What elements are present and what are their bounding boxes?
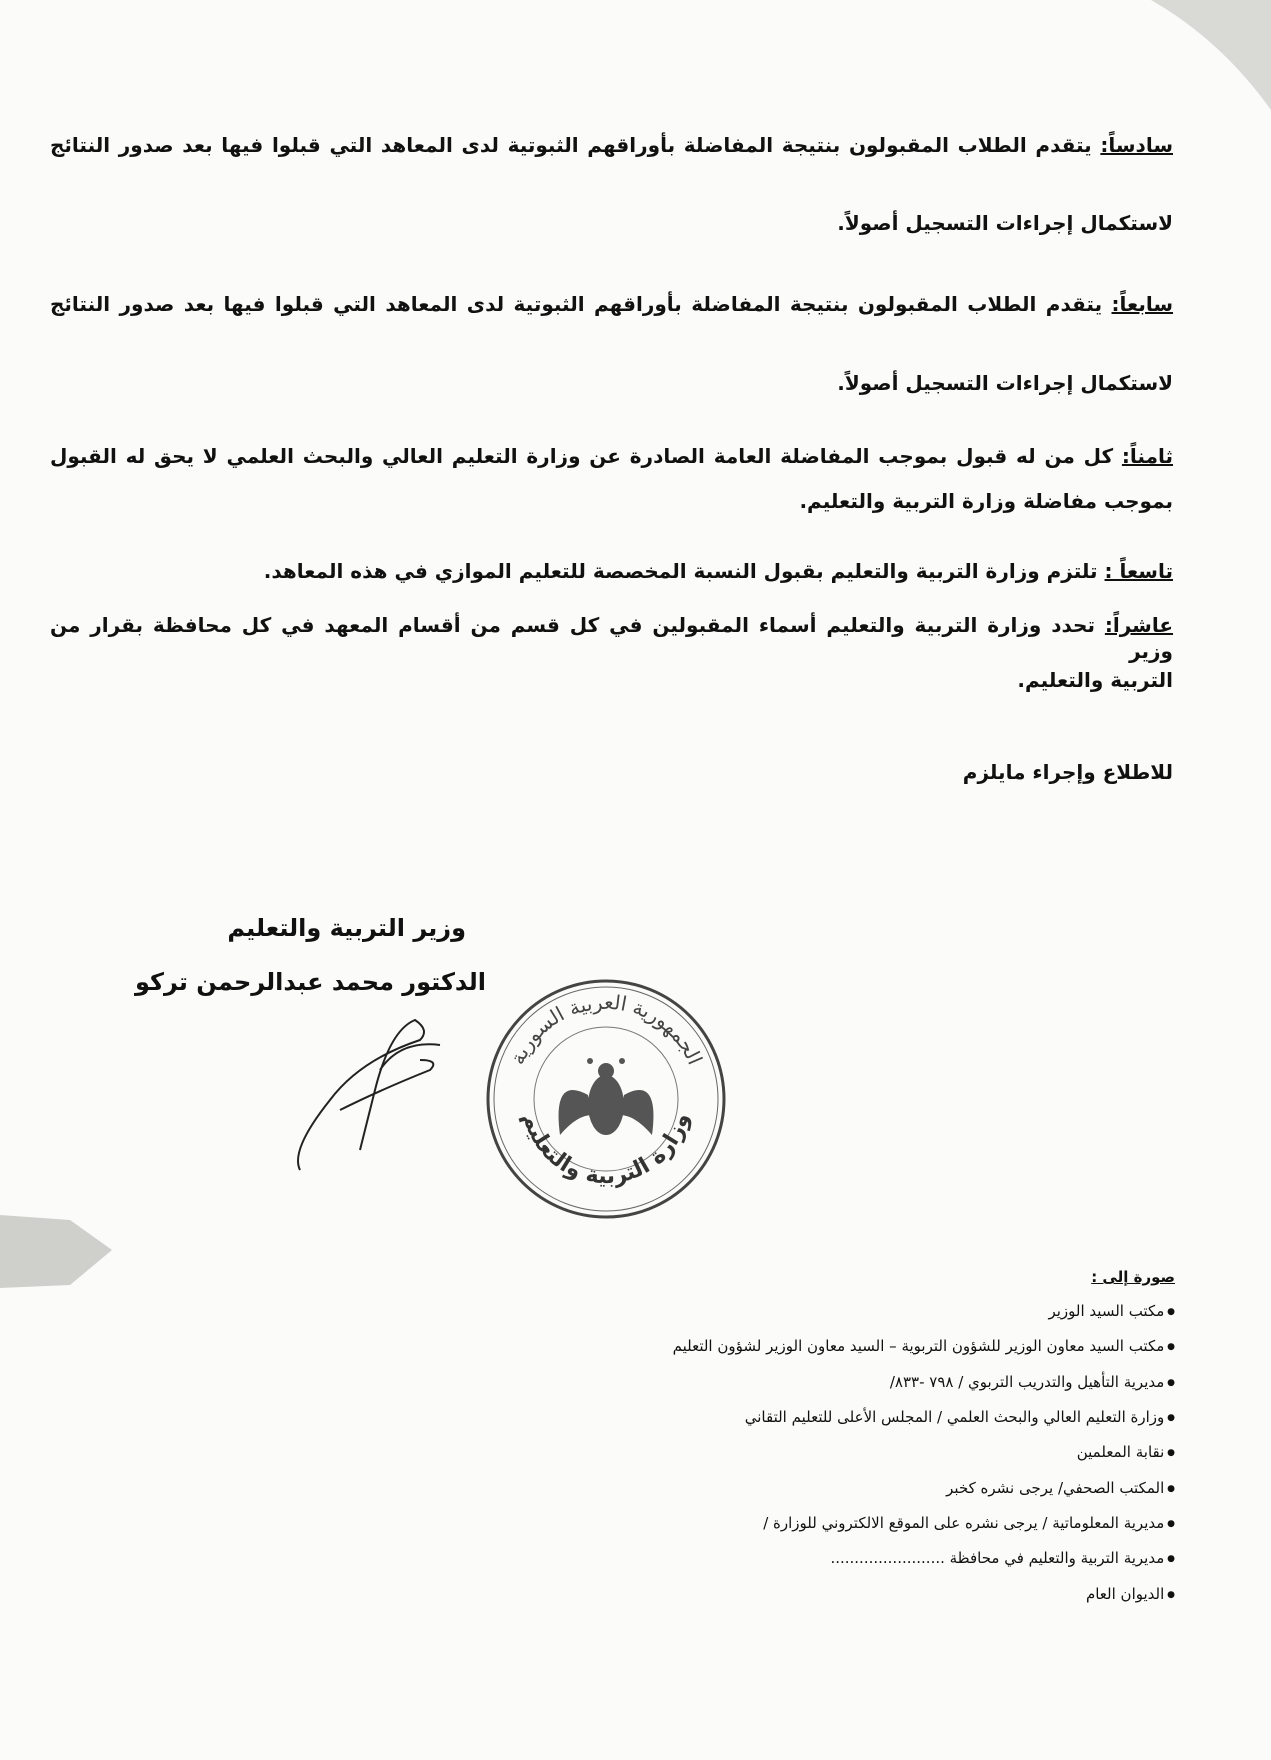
clause-label: عاشراً: [1104,613,1174,637]
clause-7-line-2: لاستكمال إجراءات التسجيل أصولاً. [837,371,1173,395]
cc-item: ● وزارة التعليم العالي والبحث العلمي / المجلس الأعلى للتعليم التقاني [40,1408,1175,1426]
cc-item: ● مكتب السيد معاون الوزير للشؤون التربوية – السيد معاون الوزير لشؤون التعليم [40,1337,1175,1355]
clause-label: ثامناً: [1121,444,1173,468]
cc-item: ● مكتب السيد الوزير [40,1302,1175,1320]
clause-label: سادساً: [1100,133,1173,157]
cc-item: ● مديرية المعلوماتية / يرجى نشره على الموقع الالكتروني للوزارة / [40,1514,1175,1532]
handwritten-signature [280,1000,460,1180]
clause-text: يتقدم الطلاب المقبولون بنتيجة المفاضلة بأوراقهم الثبوتية لدى المعاهد التي قبلوا فيها بعد صدور النتائج [50,133,1092,157]
clause-label: تاسعاً : [1104,559,1173,583]
cc-item: ● مديرية التربية والتعليم في محافظة ........................ [40,1549,1175,1567]
clause-text: تلتزم وزارة التربية والتعليم بقبول النسبة المخصصة للتعليم الموازي في هذه المعاهد. [263,559,1098,583]
cc-item: ● نقابة المعلمين [40,1443,1175,1461]
clause-6-line-2: لاستكمال إجراءات التسجيل أصولاً. [837,211,1173,235]
signatory-name: الدكتور محمد عبدالرحمن تركو [134,968,486,996]
clause-9-line-1 [40,558,1173,584]
clause-text: تحدد وزارة التربية والتعليم أسماء المقبولين في كل قسم من أقسام المعهد في كل محافظة بقرار من وزير [50,613,1173,663]
clause-text: كل من له قبول بموجب المفاضلة العامة الصادرة عن وزارة التعليم العالي والبحث العلمي لا يحق له القبول [50,444,1114,468]
signatory-title: وزير التربية والتعليم [227,914,466,942]
clause-10-line-1 [50,612,1173,664]
svg-text:وزارة التربية والتعليم: وزارة التربية والتعليم [517,1109,695,1190]
clause-8-line-2: بموجب مفاضلة وزارة التربية والتعليم. [799,489,1173,513]
svg-text:الجمهورية العربية السورية: الجمهورية العربية السورية [504,989,708,1069]
clause-10-line-2: التربية والتعليم. [1017,668,1173,692]
closing-line: للاطلاع وإجراء مايلزم [962,760,1173,784]
cc-item: ● الديوان العام [40,1585,1175,1603]
cc-item: ● المكتب الصحفي/ يرجى نشره كخبر [40,1479,1175,1497]
ministry-seal [482,975,730,1223]
clause-text: يتقدم الطلاب المقبولون بنتيجة المفاضلة بأوراقهم الثبوتية لدى المعاهد التي قبلوا فيها بعد صدور النتائج [50,292,1103,316]
cc-title: صورة إلى : [1091,1268,1175,1286]
clause-6-line-1 [50,132,1173,158]
clause-7-line-1 [50,291,1173,317]
scan-shadow-corner [1111,0,1271,120]
cc-item: ● مديرية التأهيل والتدريب التربوي / ٧٩٨ -٨٣٣/ [40,1373,1175,1391]
clause-8-line-1 [50,443,1173,469]
clause-label: سابعاً: [1111,292,1173,316]
